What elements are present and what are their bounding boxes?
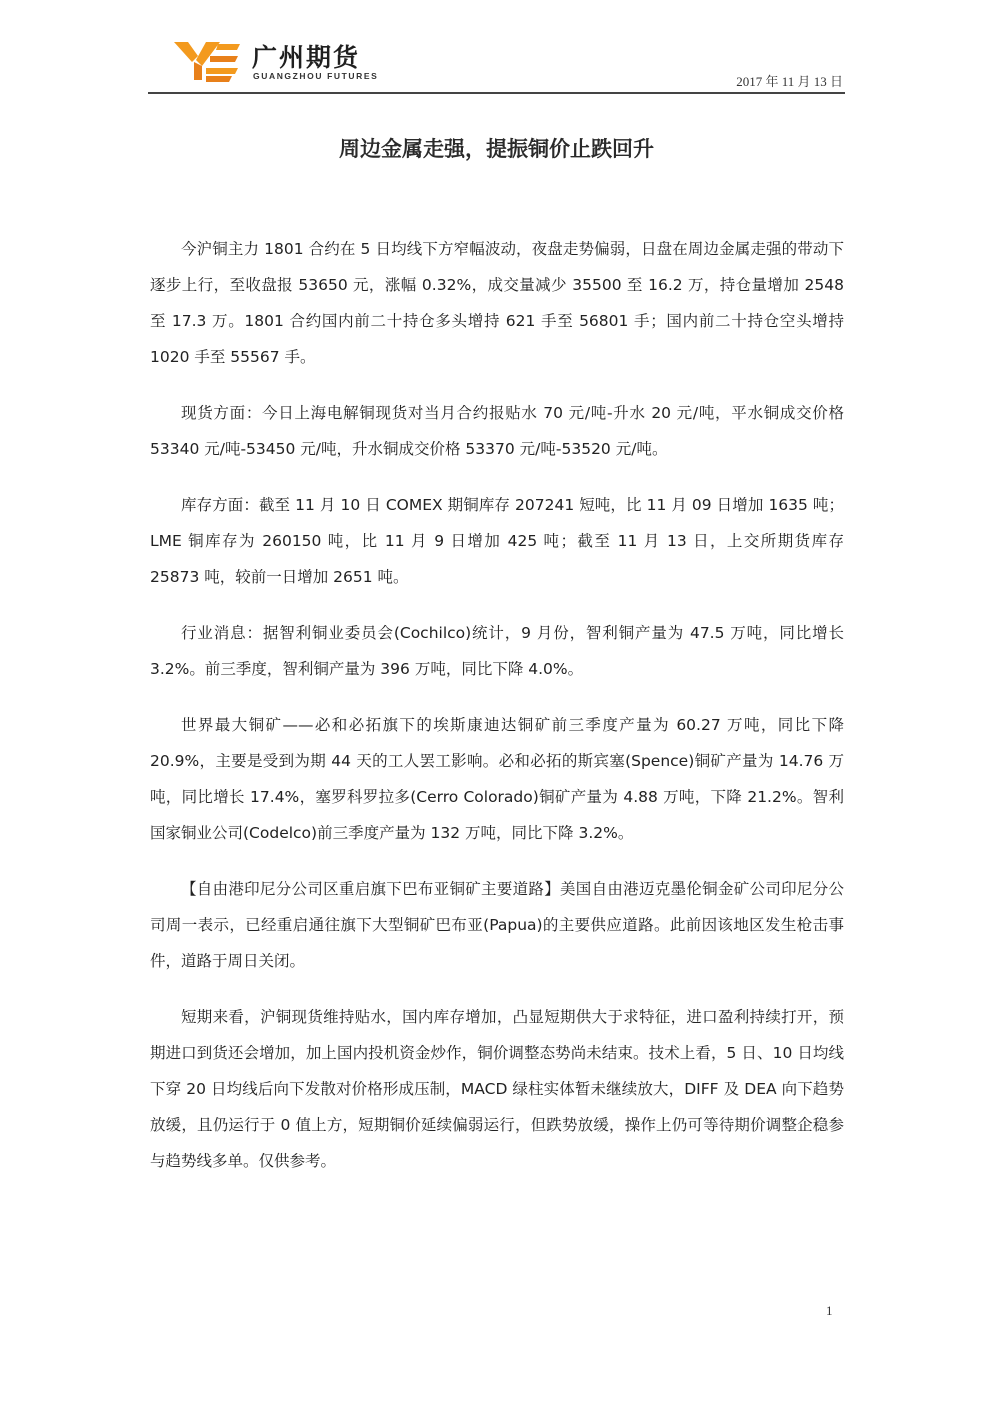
logo-chinese-name: 广州期货 [252,43,361,72]
logo-mark-icon [172,38,242,84]
paragraph-market-summary: 今沪铜主力 1801 合约在 5 日均线下方窄幅波动，夜盘走势偏弱，日盘在周边金属走强的带动下逐步上行，至收盘报 53650 元，涨幅 0.32%，成交量减少 35500 至 16.2 万，持仓量增加 2548 至 17.3 万。1801 合约国内前二十持仓多头增持 621 手至 56801 手；国内前二十持仓空头增持 1020 手至 55567 手。 [150,240,844,366]
page-number: 1 [826,1303,833,1318]
page-header [148,36,845,94]
paragraph-outlook: 短期来看，沪铜现货维持贴水，国内库存增加，凸显短期供大于求特征，进口盈利持续打开，预期进口到货还会增加，加上国内投机资金炒作，铜价调整态势尚未结束。技术上看，5 日、10 日均线下穿 20 日均线后向下发散对价格形成压制，MACD 绿柱实体暂未继续放大，DIFF 及 DEA 向下趋势放缓，且仍运行于 0 值上方，短期铜价延续偏弱运行，但跌势放缓，操作上仍可等待期价调整企稳参与趋势线多单。仅供参考。 [150,1008,844,1170]
paragraph-inventory: 库存方面：截至 11 月 10 日 COMEX 期铜库存 207241 短吨，比 11 月 09 日增加 1635 吨；LME 铜库存为 260150 吨，比 11 月 9 日增加 425 吨；截至 11 月 13 日，上交所期货库存 25873 吨，较前一日增加 2651 吨。 [150,496,844,586]
report-body [150,231,844,1199]
paragraph-industry-news: 行业消息：据智利铜业委员会(Cochilco)统计，9 月份，智利铜产量为 47.5 万吨，同比增长 3.2%。前三季度，智利铜产量为 396 万吨，同比下降 4.0%。 [150,624,844,678]
logo-english-name: GUANGZHOU FUTURES [253,71,379,81]
report-date: 2017 年 11 月 13 日 [736,74,843,89]
report-title: 周边金属走强，提振铜价止跌回升 [339,137,654,161]
paragraph-freeport: 【自由港印尼分公司区重启旗下巴布亚铜矿主要道路】美国自由港迈克墨伦铜金矿公司印尼分公司周一表示，已经重启通往旗下大型铜矿巴布亚(Papua)的主要供应道路。此前因该地区发生枪击事件，道路于周日关闭。 [150,880,844,970]
paragraph-largest-mine: 世界最大铜矿——必和必拓旗下的埃斯康迪达铜矿前三季度产量为 60.27 万吨，同比下降 20.9%，主要是受到为期 44 天的工人罢工影响。必和必拓的斯宾塞(Spence)铜矿产量为 14.76 万吨，同比增长 17.4%，塞罗科罗拉多(Cerro Colorado)铜矿产量为 4.88 万吨，下降 21.2%。智利国家铜业公司(Codelco)前三季度产量为 132 万吨，同比下降 3.2%。 [150,716,844,842]
header-divider [148,92,845,94]
paragraph-spot: 现货方面：今日上海电解铜现货对当月合约报贴水 70 元/吨-升水 20 元/吨，平水铜成交价格 53340 元/吨-53450 元/吨，升水铜成交价格 53370 元/吨-53520 元/吨。 [150,404,844,458]
company-logo [172,38,379,88]
